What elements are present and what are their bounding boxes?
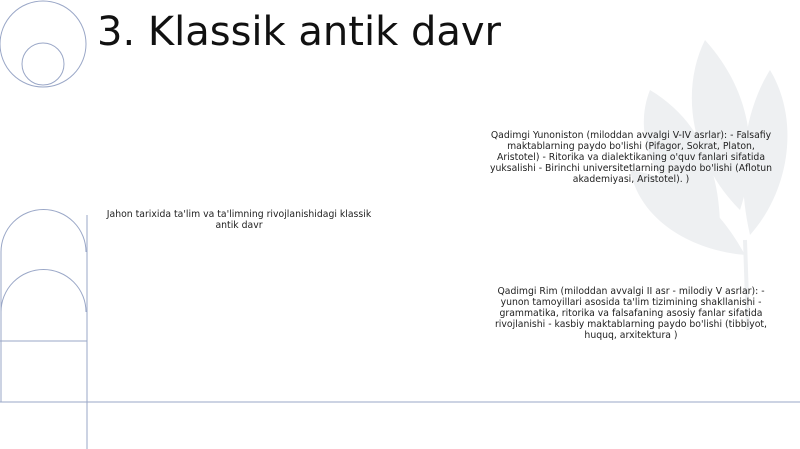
outline-circle-small xyxy=(22,43,64,85)
ancient-greece-text: Qadimgi Yunoniston (miloddan avvalgi V-IV asrlar): - Falsafiy maktablarning paydo bo'lishi (Pifagor, Sokrat, Platon, Aristotel) - Ritorika va dialektikaning o'quv fanlari sifatida yuksalishi - Birinchi universitetlarning paydo bo'lishi (Aflotun akademiyasi, Aristotel). ) xyxy=(489,130,773,185)
outline-circle-large xyxy=(0,1,86,87)
slide-title: 3. Klassik antik davr xyxy=(97,9,501,55)
intro-text: Jahon tarixida ta'lim va ta'limning rivojlanishidagi klassik antik davr xyxy=(106,209,372,231)
outline-arch-lower xyxy=(1,270,86,312)
outline-arch-upper xyxy=(1,210,86,252)
ancient-rome-text: Qadimgi Rim (miloddan avvalgi II asr - milodiy V asrlar): - yunon tamoyillari asosida ta'lim tizimining shakllanishi - grammatika, ritorika va falsafaning asosiy fanlar sifatida rivojlanishi - kasbiy maktablarning paydo bo'lishi (tibbiyot, huquq, arxitektura ) xyxy=(494,286,768,341)
